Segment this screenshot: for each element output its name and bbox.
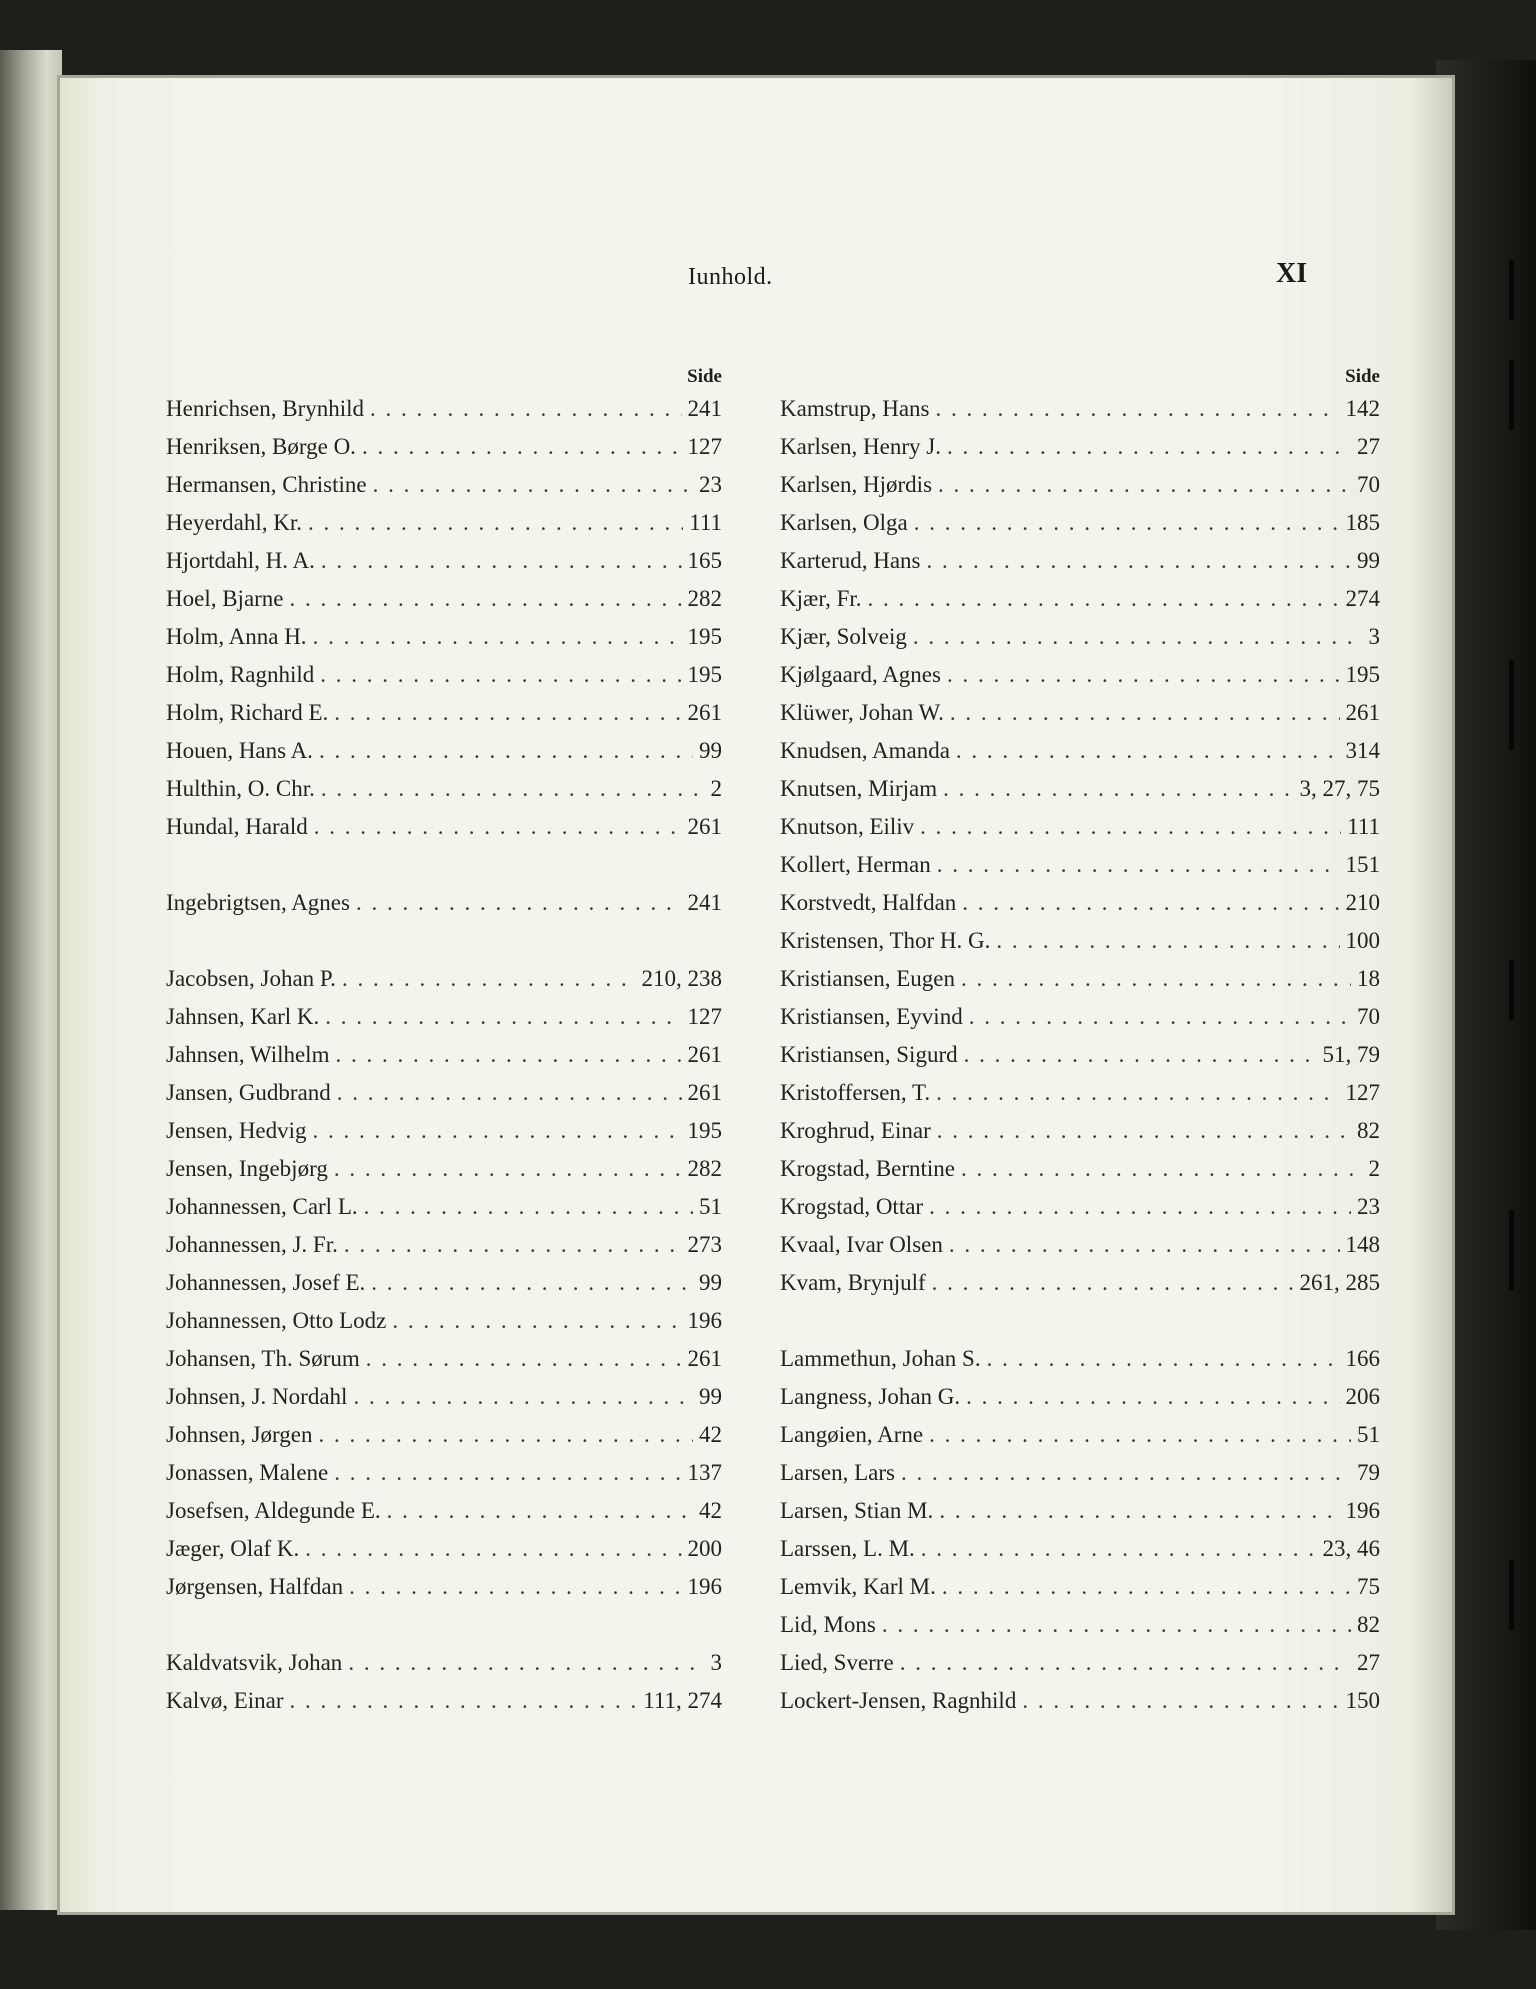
entry-pages: 274: [1345, 586, 1380, 611]
index-entry: [166, 1156, 722, 1194]
entry-pages: 99: [699, 738, 722, 763]
index-entry: [780, 1422, 1380, 1460]
leader-dots: [914, 510, 1340, 536]
entry-pages: 261: [687, 1042, 722, 1067]
entry-pages: 111, 274: [643, 1688, 722, 1713]
entry-name: Langøien, Arne: [780, 1422, 924, 1447]
leader-dots: [314, 814, 682, 840]
entry-pages: 195: [1345, 662, 1380, 687]
index-entry: [780, 472, 1380, 510]
entry-pages: 27: [1357, 434, 1380, 459]
group-spacer: [166, 928, 722, 966]
entry-pages: 142: [1345, 396, 1380, 421]
entry-pages: 241: [687, 396, 722, 421]
entry-name: Karlsen, Henry J.: [780, 434, 941, 459]
leader-dots: [987, 1346, 1340, 1372]
index-entry: [780, 510, 1380, 548]
entry-name: Krogstad, Berntine: [780, 1156, 956, 1181]
leader-dots: [364, 1194, 693, 1220]
entry-pages: 99: [699, 1384, 722, 1409]
leader-dots: [392, 1308, 681, 1334]
index-entry: [780, 928, 1380, 966]
leader-dots: [353, 1384, 693, 1410]
leader-dots: [387, 1498, 693, 1524]
entry-pages: 261: [1345, 700, 1380, 725]
entry-pages: 241: [687, 890, 722, 915]
index-entry: [166, 1270, 722, 1308]
leader-dots: [313, 624, 682, 650]
entry-name: Lid, Mons: [780, 1612, 876, 1637]
index-entry: [780, 586, 1380, 624]
entry-pages: 282: [687, 1156, 722, 1181]
entry-name: Hermansen, Christine: [166, 472, 367, 497]
entry-pages: 195: [687, 624, 722, 649]
index-entry: [166, 1080, 722, 1118]
index-entry: [166, 396, 722, 434]
leader-dots: [929, 1422, 1351, 1448]
entry-pages: 51: [1357, 1422, 1380, 1447]
entry-pages: 261: [687, 1346, 722, 1371]
entry-name: Johannessen, Otto Lodz: [166, 1308, 387, 1333]
index-entry: [166, 1460, 722, 1498]
entry-pages: 196: [1345, 1498, 1380, 1523]
leader-dots: [335, 1042, 681, 1068]
index-entry: [780, 1384, 1380, 1422]
entry-name: Lockert-Jensen, Ragnhild: [780, 1688, 1017, 1713]
leader-dots: [320, 662, 681, 688]
entry-name: Johansen, Th. Sørum: [166, 1346, 360, 1371]
entry-pages: 148: [1345, 1232, 1380, 1257]
index-column-left: [166, 358, 722, 1726]
entry-name: Kamstrup, Hans: [780, 396, 930, 421]
entry-pages: 99: [699, 1270, 722, 1295]
entry-pages: 2: [710, 776, 722, 801]
entry-pages: 210: [1345, 890, 1380, 915]
leader-dots: [920, 814, 1341, 840]
entry-name: Kjølgaard, Agnes: [780, 662, 941, 687]
leader-dots: [319, 738, 693, 764]
entry-pages: 282: [687, 586, 722, 611]
entry-name: Kaldvatsvik, Johan: [166, 1650, 343, 1675]
index-entry: [166, 890, 722, 928]
entry-name: Holm, Anna H.: [166, 624, 307, 649]
entry-pages: 23: [1357, 1194, 1380, 1219]
entry-name: Knudsen, Amanda: [780, 738, 950, 763]
page-title: Iunhold.: [688, 264, 773, 290]
entry-name: Lammethun, Johan S.: [780, 1346, 981, 1371]
entry-pages: 273: [687, 1232, 722, 1257]
entry-pages: 100: [1345, 928, 1380, 953]
entry-name: Kristiansen, Eugen: [780, 966, 956, 991]
entry-name: Johannessen, Carl L.: [166, 1194, 358, 1219]
index-entry: [166, 966, 722, 1004]
entry-name: Henriksen, Børge O.: [166, 434, 356, 459]
book-spine-left: [0, 50, 62, 1910]
index-entry: [780, 1498, 1380, 1536]
leader-dots: [334, 700, 681, 726]
entry-name: Jansen, Gudbrand: [166, 1080, 331, 1105]
cover-mark: [1509, 260, 1514, 320]
entry-name: Jørgensen, Halfdan: [166, 1574, 344, 1599]
leader-dots: [1022, 1688, 1339, 1714]
leader-dots: [366, 1346, 682, 1372]
entry-pages: 206: [1345, 1384, 1380, 1409]
leader-dots: [913, 624, 1363, 650]
cover-mark: [1509, 660, 1514, 750]
entry-pages: 261: [687, 700, 722, 725]
leader-dots: [290, 1688, 638, 1714]
entry-pages: 127: [687, 1004, 722, 1029]
leader-dots: [996, 928, 1339, 954]
entry-name: Jæger, Olaf K.: [166, 1536, 300, 1561]
entry-name: Jacobsen, Johan P.: [166, 966, 336, 991]
entry-pages: 42: [699, 1422, 722, 1447]
leader-dots: [348, 1650, 704, 1676]
entry-pages: 82: [1357, 1118, 1380, 1143]
entry-name: Larsen, Stian M.: [780, 1498, 934, 1523]
entry-pages: 70: [1357, 472, 1380, 497]
leader-dots: [949, 1232, 1340, 1258]
entry-pages: 137: [687, 1460, 722, 1485]
index-entry: [780, 1536, 1380, 1574]
leader-dots: [961, 966, 1351, 992]
index-entry: [780, 890, 1380, 928]
leader-dots: [929, 1194, 1351, 1220]
index-entry: [166, 434, 722, 472]
entry-pages: 3: [710, 1650, 722, 1675]
entry-name: Langness, Johan G.: [780, 1384, 961, 1409]
index-entry: [780, 1460, 1380, 1498]
index-entry: [166, 1574, 722, 1612]
index-entry: [780, 1650, 1380, 1688]
entry-name: Knutson, Eiliv: [780, 814, 915, 839]
leader-dots: [964, 1042, 1317, 1068]
leader-dots: [943, 776, 1293, 802]
index-entry: [166, 1194, 722, 1232]
index-entry: [780, 624, 1380, 662]
entry-name: Krogstad, Ottar: [780, 1194, 924, 1219]
leader-dots: [962, 890, 1339, 916]
index-entry: [780, 1346, 1380, 1384]
entry-name: Hjortdahl, H. A.: [166, 548, 315, 573]
leader-dots: [308, 510, 683, 536]
cover-mark: [1509, 960, 1514, 1020]
index-entry: [166, 624, 722, 662]
book-page: [60, 78, 1452, 1912]
entry-pages: 23: [699, 472, 722, 497]
index-entry: [780, 1612, 1380, 1650]
entry-name: Kalvø, Einar: [166, 1688, 284, 1713]
index-entry: [166, 1118, 722, 1156]
group-spacer: [166, 852, 722, 890]
leader-dots: [334, 1156, 682, 1182]
page-header: [60, 258, 1452, 298]
leader-dots: [290, 586, 682, 612]
entry-name: Larssen, L. M.: [780, 1536, 915, 1561]
leader-dots: [936, 1080, 1339, 1106]
leader-dots: [321, 548, 682, 574]
entry-name: Houen, Hans A.: [166, 738, 313, 763]
entry-name: Kristiansen, Sigurd: [780, 1042, 958, 1067]
entry-name: Kroghrud, Einar: [780, 1118, 931, 1143]
entry-name: Johnsen, Jørgen: [166, 1422, 313, 1447]
leader-dots: [342, 966, 636, 992]
entry-pages: 75: [1357, 1574, 1380, 1599]
entry-pages: 51: [699, 1194, 722, 1219]
index-entry: [780, 548, 1380, 586]
entry-pages: 51, 79: [1322, 1042, 1380, 1067]
index-entry: [166, 738, 722, 776]
index-entry: [780, 1270, 1380, 1308]
entry-name: Heyerdahl, Kr.: [166, 510, 303, 535]
entry-name: Johannessen, J. Fr.: [166, 1232, 338, 1257]
entry-pages: 82: [1357, 1612, 1380, 1637]
index-entry: [166, 1308, 722, 1346]
index-entry: [166, 510, 722, 548]
index-entry: [166, 1232, 722, 1270]
entry-name: Knutsen, Mirjam: [780, 776, 938, 801]
index-entry: [166, 472, 722, 510]
index-entry: [166, 814, 722, 852]
leader-dots: [334, 1460, 681, 1486]
leader-dots: [868, 586, 1340, 612]
leader-dots: [313, 1118, 682, 1144]
entry-name: Larsen, Lars: [780, 1460, 895, 1485]
index-entry: [166, 1422, 722, 1460]
index-entry: [780, 1156, 1380, 1194]
entry-pages: 127: [1345, 1080, 1380, 1105]
entry-name: Jahnsen, Karl K.: [166, 1004, 320, 1029]
index-entry: [780, 814, 1380, 852]
entry-pages: 166: [1345, 1346, 1380, 1371]
entry-name: Kristiansen, Eyvind: [780, 1004, 963, 1029]
index-entry: [780, 1688, 1380, 1726]
entry-name: Kjær, Solveig: [780, 624, 907, 649]
entry-name: Holm, Ragnhild: [166, 662, 315, 687]
leader-dots: [938, 472, 1351, 498]
index-entry: [780, 1004, 1380, 1042]
leader-dots: [937, 852, 1340, 878]
index-entry: [166, 1346, 722, 1384]
entry-pages: 111: [689, 510, 722, 535]
leader-dots: [900, 1650, 1351, 1676]
index-entry: [780, 1042, 1380, 1080]
entry-name: Lied, Sverre: [780, 1650, 894, 1675]
entry-pages: 111: [1347, 814, 1380, 839]
entry-pages: 195: [687, 1118, 722, 1143]
entry-pages: 196: [687, 1574, 722, 1599]
leader-dots: [370, 396, 681, 422]
cover-mark: [1509, 1210, 1514, 1290]
entry-name: Jahnsen, Wilhelm: [166, 1042, 330, 1067]
index-entry: [166, 1498, 722, 1536]
entry-pages: 42: [699, 1498, 722, 1523]
side-label: Side: [1345, 366, 1380, 387]
leader-dots: [937, 1118, 1351, 1144]
entry-name: Hoel, Bjarne: [166, 586, 284, 611]
index-entry: [166, 1004, 722, 1042]
leader-dots: [939, 1498, 1339, 1524]
cover-mark: [1509, 360, 1514, 430]
entry-pages: 196: [687, 1308, 722, 1333]
index-entry: [780, 434, 1380, 472]
entry-name: Jonassen, Malene: [166, 1460, 329, 1485]
index-entry: [780, 852, 1380, 890]
entry-pages: 79: [1357, 1460, 1380, 1485]
leader-dots: [325, 1004, 681, 1030]
entry-pages: 18: [1357, 966, 1380, 991]
entry-pages: 261: [687, 1080, 722, 1105]
leader-dots: [321, 776, 705, 802]
entry-name: Henrichsen, Brynhild: [166, 396, 365, 421]
entry-name: Lemvik, Karl M.: [780, 1574, 936, 1599]
entry-pages: 261: [687, 814, 722, 839]
entry-name: Josefsen, Aldegunde E.: [166, 1498, 381, 1523]
leader-dots: [371, 1270, 693, 1296]
entry-name: Karlsen, Hjørdis: [780, 472, 933, 497]
leader-dots: [319, 1422, 693, 1448]
leader-dots: [942, 1574, 1351, 1600]
entry-name: Karterud, Hans: [780, 548, 921, 573]
index-entry: [166, 1536, 722, 1574]
entry-pages: 23, 46: [1322, 1536, 1380, 1561]
entry-pages: 127: [687, 434, 722, 459]
leader-dots: [932, 1270, 1294, 1296]
index-entry: [780, 776, 1380, 814]
group-spacer: [780, 1308, 1380, 1346]
leader-dots: [969, 1004, 1351, 1030]
index-entry: [780, 1574, 1380, 1612]
index-entry: [166, 662, 722, 700]
index-entry: [166, 548, 722, 586]
entry-pages: 165: [687, 548, 722, 573]
entry-pages: 195: [687, 662, 722, 687]
leader-dots: [373, 472, 693, 498]
entry-name: Johannessen, Josef E.: [166, 1270, 366, 1295]
entry-name: Hulthin, O. Chr.: [166, 776, 315, 801]
entry-pages: 210, 238: [641, 966, 722, 991]
group-spacer: [166, 1612, 722, 1650]
leader-dots: [947, 434, 1351, 460]
entry-name: Korstvedt, Halfdan: [780, 890, 957, 915]
leader-dots: [337, 1080, 682, 1106]
entry-name: Hundal, Harald: [166, 814, 308, 839]
entry-name: Kristensen, Thor H. G.: [780, 928, 991, 953]
page-number: XI: [1276, 258, 1308, 289]
index-entry: [780, 662, 1380, 700]
index-entry: [166, 700, 722, 738]
entry-name: Holm, Richard E.: [166, 700, 329, 725]
entry-name: Ingebrigtsen, Agnes: [166, 890, 350, 915]
leader-dots: [956, 738, 1340, 764]
index-entry: [166, 1688, 722, 1726]
leader-dots: [362, 434, 682, 460]
entry-name: Karlsen, Olga: [780, 510, 908, 535]
index-entry: [780, 738, 1380, 776]
leader-dots: [882, 1612, 1351, 1638]
leader-dots: [356, 890, 682, 916]
leader-dots: [305, 1536, 681, 1562]
index-entry: [780, 1080, 1380, 1118]
index-entry: [166, 1384, 722, 1422]
leader-dots: [349, 1574, 681, 1600]
entry-name: Jensen, Hedvig: [166, 1118, 307, 1143]
leader-dots: [950, 700, 1340, 726]
entry-name: Kristoffersen, T.: [780, 1080, 931, 1105]
index-entry: [780, 1194, 1380, 1232]
entry-pages: 200: [687, 1536, 722, 1561]
leader-dots: [901, 1460, 1351, 1486]
entry-pages: 99: [1357, 548, 1380, 573]
index-entry: [166, 586, 722, 624]
cover-mark: [1509, 1560, 1514, 1630]
entry-pages: 3: [1368, 624, 1380, 649]
entry-name: Kollert, Herman: [780, 852, 931, 877]
entry-name: Johnsen, J. Nordahl: [166, 1384, 348, 1409]
index-column-right: [780, 358, 1380, 1726]
entry-pages: 27: [1357, 1650, 1380, 1675]
entry-pages: 151: [1345, 852, 1380, 877]
entry-name: Jensen, Ingebjørg: [166, 1156, 328, 1181]
entry-pages: 2: [1368, 1156, 1380, 1181]
entry-pages: 185: [1345, 510, 1380, 535]
entry-pages: 70: [1357, 1004, 1380, 1029]
index-entry: [780, 966, 1380, 1004]
index-entry: [166, 1650, 722, 1688]
index-entry: [166, 776, 722, 814]
leader-dots: [344, 1232, 682, 1258]
index-entry: [166, 1042, 722, 1080]
entry-name: Klüwer, Johan W.: [780, 700, 944, 725]
leader-dots: [935, 396, 1339, 422]
entry-pages: 150: [1345, 1688, 1380, 1713]
leader-dots: [927, 548, 1351, 574]
leader-dots: [947, 662, 1340, 688]
entry-name: Kjær, Fr.: [780, 586, 862, 611]
entry-name: Kvam, Brynjulf: [780, 1270, 926, 1295]
index-entry: [780, 1118, 1380, 1156]
index-entry: [780, 396, 1380, 434]
index-entry: [780, 1232, 1380, 1270]
leader-dots: [921, 1536, 1317, 1562]
entry-pages: 3, 27, 75: [1299, 776, 1380, 801]
leader-dots: [961, 1156, 1362, 1182]
entry-pages: 314: [1345, 738, 1380, 763]
entry-pages: 261, 285: [1299, 1270, 1380, 1295]
side-label: Side: [687, 366, 722, 387]
entry-name: Kvaal, Ivar Olsen: [780, 1232, 943, 1257]
index-entry: [780, 700, 1380, 738]
leader-dots: [966, 1384, 1339, 1410]
